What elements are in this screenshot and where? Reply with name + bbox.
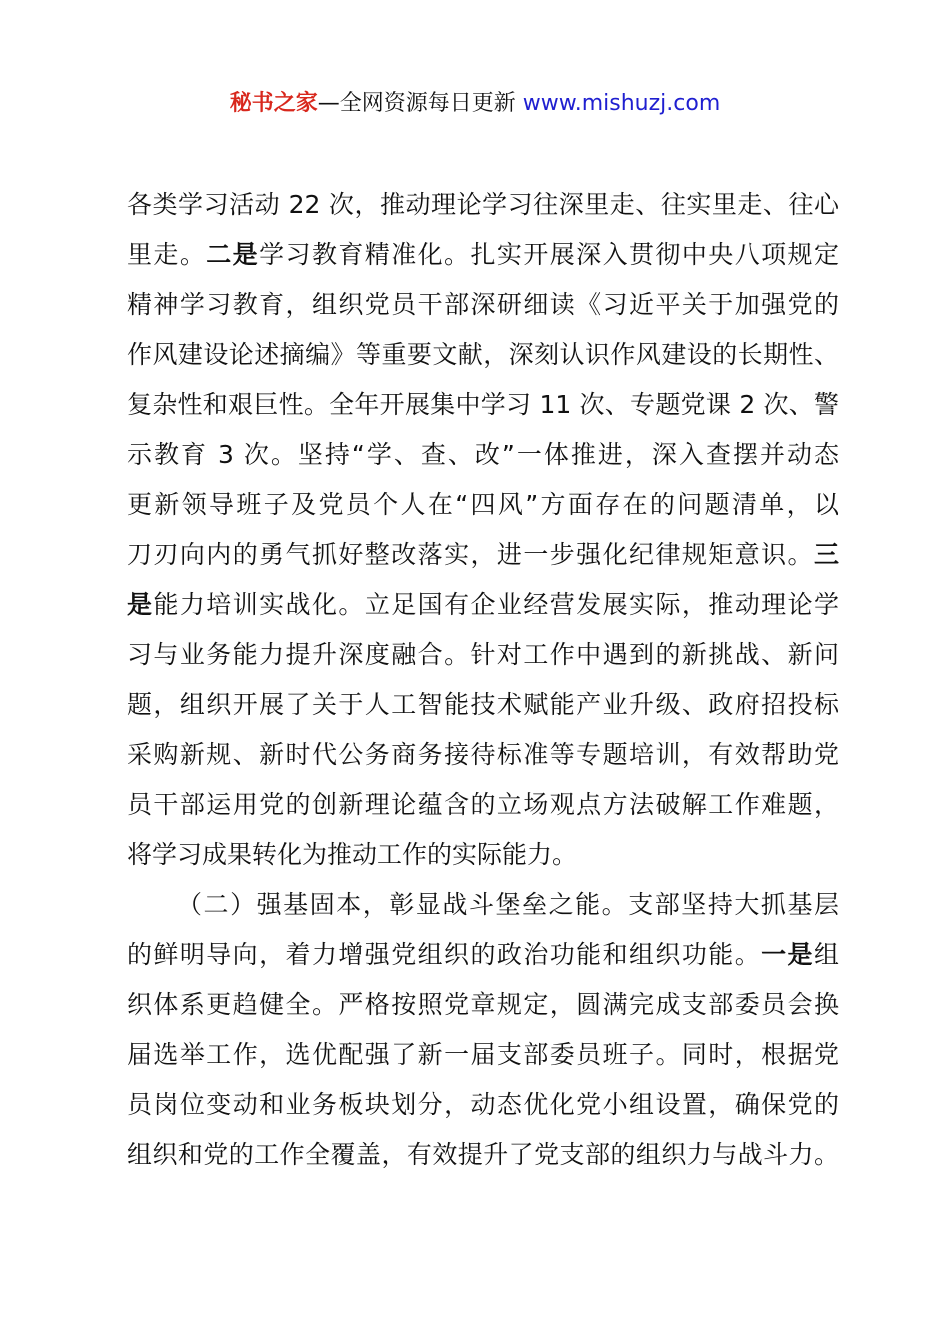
text-segment: 精神学习教育，组织党员干部深研细读《习近平关于加强党的: [127, 290, 839, 319]
text-segment: 组: [813, 940, 839, 969]
text-line: [127, 1130, 839, 1180]
text-segment: 复杂性和艰巨性。全年开展集中学习 11 次、专题党课 2 次、警: [127, 390, 839, 419]
text-segment: 刀刃向内的勇气抓好整改落实，进一步强化纪律规矩意识。: [127, 540, 814, 569]
text-line: [127, 880, 839, 930]
text-segment: 示教育 3 次。坚持“学、查、改”一体推进，深入查摆并动态: [127, 440, 839, 469]
text-line: [127, 230, 839, 280]
text-segment: 更新领导班子及党员个人在“四风”方面存在的问题清单，以: [127, 490, 839, 519]
bold-text: 二是: [206, 240, 260, 269]
brand-name: 秘书之家: [229, 91, 318, 116]
text-line: [127, 630, 839, 680]
text-line: [127, 480, 839, 530]
text-line: [127, 530, 839, 580]
text-segment: 习与业务能力提升深度融合。针对工作中遇到的新挑战、新问: [127, 640, 839, 669]
text-segment: 织体系更趋健全。严格按照党章规定，圆满完成支部委员会换: [127, 990, 839, 1019]
text-segment: 题，组织开展了关于人工智能技术赋能产业升级、政府招投标: [127, 690, 839, 719]
text-segment: 的鲜明导向，着力增强党组织的政治功能和组织功能。: [127, 940, 762, 969]
text-segment: 员岗位变动和业务板块划分，动态优化党小组设置，确保党的: [127, 1090, 839, 1119]
text-line: [127, 180, 839, 230]
bold-text: 一是: [761, 940, 814, 969]
text-segment: 作风建设论述摘编》等重要文献，深刻认识作风建设的长期性、: [127, 340, 839, 369]
header-slogan: —全网资源每日更新: [317, 91, 516, 116]
text-line: [127, 730, 839, 780]
text-segment: 里走。: [127, 240, 207, 269]
text-line: [127, 930, 839, 980]
text-line: [127, 680, 839, 730]
site-url[interactable]: www.mishuzj.com: [515, 91, 721, 116]
text-line: [127, 1030, 839, 1080]
text-segment: 采购新规、新时代公务商务接待标准等专题培训，有效帮助党: [127, 740, 839, 769]
document-body: [127, 180, 839, 1180]
text-segment: 各类学习活动 22 次，推动理论学习往深里走、往实里走、往心: [127, 190, 839, 219]
text-line: [127, 330, 839, 380]
text-line: [127, 580, 839, 630]
text-line: [127, 1080, 839, 1130]
bold-text: 是: [127, 590, 154, 619]
text-segment: 学习教育精准化。扎实开展深入贯彻中央八项规定: [259, 240, 839, 269]
text-line: [127, 980, 839, 1030]
text-segment: 将学习成果转化为推动工作的实际能力。: [127, 840, 578, 869]
bold-text: 三: [813, 540, 839, 569]
text-line: [127, 780, 839, 830]
page-header: [0, 88, 950, 120]
text-line: [127, 280, 839, 330]
text-line: [127, 380, 839, 430]
text-line: [127, 430, 839, 480]
text-segment: 员干部运用党的创新理论蕴含的立场观点方法破解工作难题，: [127, 790, 839, 819]
text-segment: 届选举工作，选优配强了新一届支部委员班子。同时，根据党: [127, 1040, 839, 1069]
text-segment: （二）强基固本，彰显战斗堡垒之能。支部坚持大抓基层: [177, 890, 839, 919]
text-segment: 能力培训实战化。立足国有企业经营发展实际，推动理论学: [153, 590, 839, 619]
text-line: [127, 830, 839, 880]
text-segment: 组织和党的工作全覆盖，有效提升了党支部的组织力与战斗力。: [127, 1140, 839, 1169]
